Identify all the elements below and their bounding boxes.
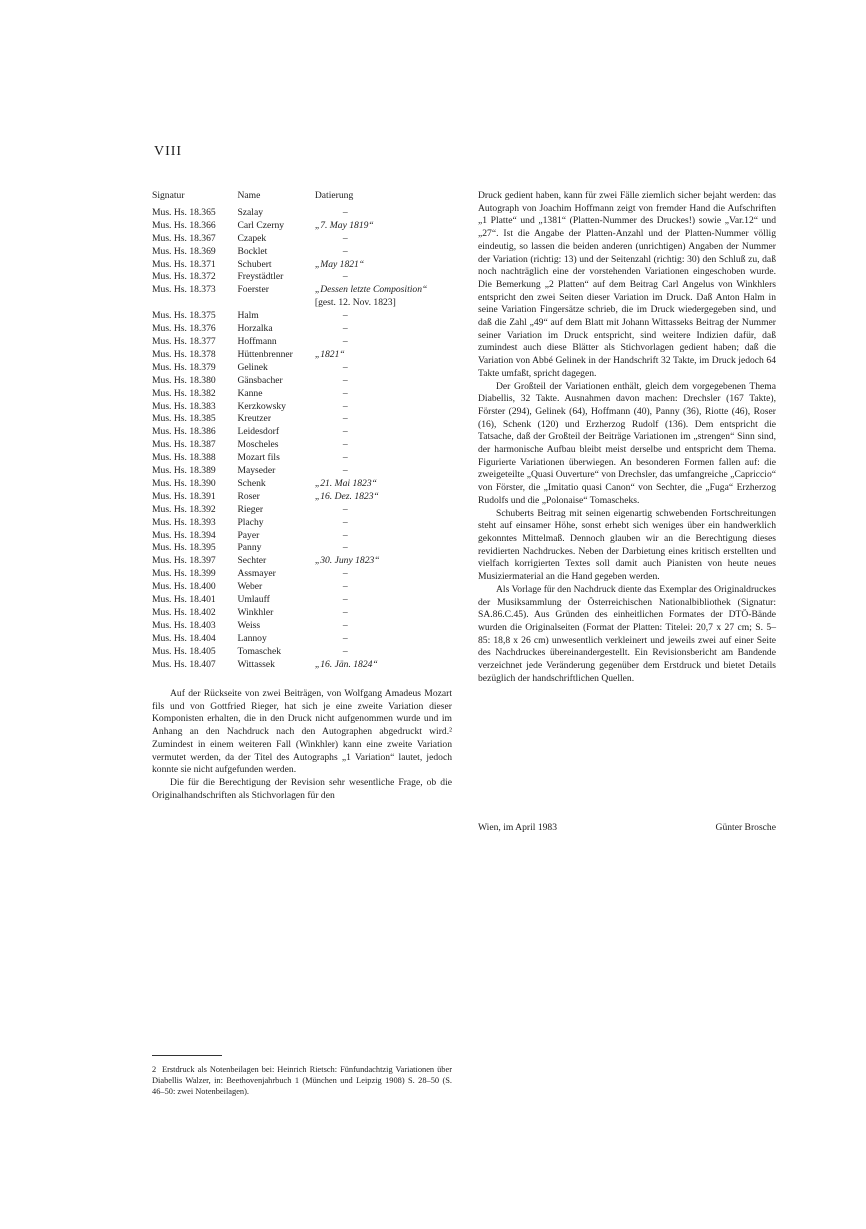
table-row [152, 542, 452, 555]
column-header-signatur: Signatur [152, 190, 185, 201]
table-row [152, 284, 452, 310]
table-row [152, 517, 452, 530]
cell-name: Gänsbacher [237, 374, 283, 386]
date-value: – [342, 529, 348, 541]
date-value: – [342, 374, 348, 386]
cell-datierung [315, 555, 452, 568]
date-value: – [342, 387, 348, 399]
table-row [152, 555, 452, 568]
cell-name: Plachy [237, 516, 264, 528]
cell-datierung [315, 220, 452, 233]
cell-datierung [315, 336, 452, 349]
cell-datierung [315, 517, 452, 530]
date-value: – [342, 271, 348, 283]
column-header-datierung: Datierung [314, 190, 354, 201]
date-value: – [342, 594, 348, 606]
date-value: – [342, 206, 348, 218]
date-value: – [342, 232, 348, 244]
cell-name: Horzalka [237, 323, 273, 335]
date-value: – [342, 426, 348, 438]
footnote-divider [152, 1055, 222, 1056]
paragraph: Druck gedient haben, kann für zwei Fälle ziemlich sicher bejaht werden: das Autograph von Joachim Hoffmann zeigt von fremder Hand die Aufschriften „1 Platte“ und „1381“ (Platten-Nummer des Druckes!) sowie „Var.12“ und „27“. Ist die Angabe der Platten-Anzahl und der Platten-Nummer völlig eindeutig, so lassen die beiden anderen (unrichtigen) Angaben der Nummer der Variation (richtig: 13) und der Seitenzahl (richtig: 30) den Schluß zu, daß noch nachträglich eine der vorstehenden Variationen eingeschoben wurde. Die Bemerkung „2 Platten“ auf dem Beitrag Carl Angelus von Winkhlers entspricht den zwei Seiten dieser Variation im Druck. Daß Anton Halm in seine Variation Fingersätze schrieb, die im Druck wiedergegeben sind, und daß die Zahl „49“ auf dem Blatt mit Johann Wittasseks Beitrag der Nummer seiner Variation im Druck entspricht, sind weitere Indizien dafür, daß zumindest auch diese Blätter als Stichvorlagen gedient haben; daß die Variation von Abbé Gelinek in der Handschrift 32 Takte, im Druck jedoch 64 Takte umfaßt, spricht dagegen. [478, 190, 776, 379]
cell-datierung [315, 310, 452, 323]
date-value: – [342, 503, 348, 515]
cell-name: Umlauff [237, 594, 270, 606]
cell-datierung [315, 646, 452, 659]
table-row [152, 620, 452, 633]
cell-name: Hoffmann [237, 335, 277, 347]
signature-line [478, 822, 776, 833]
table-row [152, 426, 452, 439]
table-row [152, 246, 452, 259]
footnote-number: 2 [152, 1065, 157, 1074]
table-row [152, 439, 452, 452]
date-value: „Dessen letzte Composition“ [314, 284, 428, 296]
cell-datierung [315, 207, 452, 220]
cell-signatur: Mus. Hs. 18.366 [152, 219, 216, 231]
date-value: – [342, 516, 348, 528]
table-row [152, 375, 452, 388]
table-row [152, 465, 452, 478]
signature-table-container [152, 190, 452, 672]
table-row [152, 594, 452, 607]
cell-datierung [315, 452, 452, 465]
cell-name: Moscheles [237, 439, 279, 451]
cell-name: Weber [237, 581, 263, 593]
cell-datierung [315, 465, 452, 478]
cell-datierung [315, 362, 452, 375]
cell-signatur: Mus. Hs. 18.369 [152, 245, 216, 257]
cell-name: Carl Czerny [237, 219, 285, 231]
cell-signatur: Mus. Hs. 18.393 [152, 516, 216, 528]
cell-datierung [315, 323, 452, 336]
cell-signatur: Mus. Hs. 18.386 [152, 426, 216, 438]
cell-name: Kreutzer [237, 413, 272, 425]
cell-name: Schubert [237, 258, 272, 270]
cell-signatur: Mus. Hs. 18.383 [152, 400, 216, 412]
footnote-text: Erstdruck als Notenbeilagen bei: Heinrich Rietsch: Fünfundachtzig Variationen über Diabellis Walzer, in: Beethovenjahrbuch 1 (München und Leipzig 1908) S. 28–50 (S. 46–50: zwei Notenbeilagen). [152, 1065, 452, 1097]
right-column-text [478, 190, 776, 685]
cell-datierung [315, 271, 452, 284]
cell-signatur: Mus. Hs. 18.392 [152, 503, 216, 515]
cell-signatur: Mus. Hs. 18.394 [152, 529, 216, 541]
date-value: „30. Juny 1823“ [314, 555, 380, 567]
cell-signatur: Mus. Hs. 18.377 [152, 335, 216, 347]
table-row [152, 362, 452, 375]
cell-datierung [315, 581, 452, 594]
cell-datierung [315, 491, 452, 504]
cell-name: Szalay [237, 206, 264, 218]
cell-signatur: Mus. Hs. 18.391 [152, 490, 216, 502]
cell-datierung [315, 568, 452, 581]
cell-signatur: Mus. Hs. 18.373 [152, 284, 216, 296]
paragraph: Als Vorlage für den Nachdruck diente das Exemplar des Originaldruckes der Musiksammlung der Österreichischen Nationalbibliothek (Signatur: SA.86.C.45). Aus Gründen des einheitlichen Formates der DTÖ-Bände wurden die Originalseiten (Format der Platten: Titelei: 20,7 x 27 cm; S. 5–85: 18,8 x 26 cm) unwesentlich verkleinert und jeweils zwei auf einer Seite des Nachdruckes übereinandergestellt. Ein Revisionsbericht am Bandende verzeichnet jede Veränderung gegenüber dem Erstdruck und bietet Details bezüglich der handschriftlichen Quellen. [478, 583, 776, 684]
date-value: – [342, 581, 348, 593]
table-row [152, 491, 452, 504]
cell-name: Weiss [237, 619, 261, 631]
table-row [152, 659, 452, 672]
table-row [152, 413, 452, 426]
place-date: Wien, im April 1983 [478, 822, 558, 833]
date-value: „May 1821“ [314, 258, 365, 270]
cell-datierung [315, 233, 452, 246]
date-value: – [342, 413, 348, 425]
table-row [152, 452, 452, 465]
date-value: – [342, 607, 348, 618]
date-value: – [342, 400, 348, 412]
table-body [152, 207, 452, 672]
cell-name: Kerzkowsky [237, 400, 286, 412]
table-row [152, 220, 452, 233]
cell-signatur: Mus. Hs. 18.379 [152, 361, 216, 373]
cell-signatur: Mus. Hs. 18.405 [152, 645, 216, 657]
cell-name: Roser [237, 490, 260, 502]
cell-name: Kanne [237, 387, 263, 399]
cell-name: Mayseder [237, 465, 276, 477]
table-row [152, 323, 452, 336]
date-value: – [342, 568, 348, 580]
cell-name: Mozart fils [237, 452, 280, 464]
table-row [152, 581, 452, 594]
cell-name: Sechter [237, 555, 267, 567]
cell-name: Czapek [237, 232, 267, 244]
date-value: – [342, 465, 348, 477]
cell-name: Payer [237, 529, 260, 541]
cell-datierung [315, 607, 452, 620]
table-row [152, 310, 452, 323]
date-value: – [342, 439, 348, 451]
cell-signatur: Mus. Hs. 18.376 [152, 323, 216, 335]
cell-signatur: Mus. Hs. 18.403 [152, 619, 216, 631]
cell-name: Leidesdorf [237, 426, 280, 438]
table-row [152, 207, 452, 220]
table-row [152, 349, 452, 362]
cell-name: Foerster [237, 284, 269, 296]
page-number: VIII [154, 144, 183, 159]
cell-signatur: Mus. Hs. 18.395 [152, 542, 216, 554]
cell-datierung [315, 259, 452, 272]
signature-table [152, 190, 452, 672]
cell-signatur: Mus. Hs. 18.371 [152, 258, 216, 270]
cell-datierung [315, 542, 452, 555]
table-row [152, 607, 452, 620]
cell-signatur: Mus. Hs. 18.389 [152, 465, 216, 477]
cell-signatur: Mus. Hs. 18.390 [152, 477, 216, 489]
cell-signatur: Mus. Hs. 18.365 [152, 206, 216, 218]
paragraph: Die für die Berechtigung der Revision sehr wesentliche Frage, ob die Originalhandschriften als Stichvorlagen für den [152, 776, 452, 801]
cell-signatur: Mus. Hs. 18.375 [152, 310, 216, 322]
cell-name: Panny [237, 542, 262, 554]
cell-signatur: Mus. Hs. 18.388 [152, 452, 216, 464]
table-row [152, 646, 452, 659]
cell-signatur: Mus. Hs. 18.372 [152, 271, 216, 283]
table-row [152, 388, 452, 401]
author-name: Günter Brosche [715, 822, 776, 833]
cell-datierung [315, 349, 452, 362]
cell-name: Bocklet [237, 245, 268, 257]
table-row [152, 504, 452, 517]
cell-datierung [315, 413, 452, 426]
cell-datierung [315, 633, 452, 646]
paragraph: Auf der Rückseite von zwei Beiträgen, von Wolfgang Amadeus Mozart fils und von Gottfried Rieger, hat sich je eine zweite Variation dieser Komponisten erhalten, die in den Druck nicht aufgenommen wurde und im Anhang an den Nachdruck nach den Autographen abgedruckt wird.² Zumindest in einem weiteren Fall (Winkhler) kann eine zweite Variation vermutet werden, da der Titel des Autographs „1 Variation“ lautet, jedoch konnte sie nicht aufgefunden werden. [152, 688, 452, 776]
cell-datierung [315, 594, 452, 607]
cell-datierung [315, 530, 452, 543]
cell-signatur: Mus. Hs. 18.380 [152, 374, 216, 386]
cell-datierung [315, 375, 452, 388]
cell-datierung [315, 504, 452, 517]
table-row [152, 401, 452, 414]
cell-datierung [315, 659, 452, 672]
table-header-row [152, 190, 452, 207]
cell-name: Rieger [237, 503, 264, 515]
cell-name: Halm [237, 310, 259, 322]
cell-name: Assmayer [237, 568, 276, 580]
date-value: – [342, 645, 348, 657]
cell-datierung [315, 388, 452, 401]
cell-name: Freystädtler [237, 271, 284, 283]
table-row [152, 271, 452, 284]
cell-datierung [315, 620, 452, 633]
cell-datierung [315, 478, 452, 491]
cell-signatur: Mus. Hs. 18.407 [152, 658, 216, 670]
date-value: – [342, 323, 348, 335]
date-value: – [342, 361, 348, 373]
date-value: „21. Mai 1823“ [314, 477, 377, 489]
cell-signatur: Mus. Hs. 18.401 [152, 594, 216, 606]
cell-name: Tomaschek [237, 645, 282, 657]
date-value: – [342, 452, 348, 464]
paragraph: Schuberts Beitrag mit seinen eigenartig schwebenden Fortschreitungen steht auf einsamer Höhe, sonst erhebt sich weniges über ein handwerklich gekonntes Mittelmaß. Dennoch glauben wir an die Berechtigung dieses revidierten Nachdruckes. Neben der Darbietung eines kritisch erstellten und vielfach korrigierten Textes soll damit auch Pianisten von heute neues Musiziermaterial an die Hand gegeben werden. [478, 507, 776, 583]
table-row [152, 633, 452, 646]
cell-name: Lannoy [237, 632, 267, 644]
date-value: – [342, 335, 348, 347]
cell-signatur: Mus. Hs. 18.397 [152, 555, 216, 567]
date-value: – [342, 310, 348, 322]
cell-signatur: Mus. Hs. 18.382 [152, 387, 216, 399]
column-header-name: Name [237, 190, 261, 201]
cell-datierung [315, 246, 452, 259]
cell-datierung [315, 401, 452, 414]
date-value: – [342, 619, 348, 631]
table-row [152, 530, 452, 543]
cell-datierung [315, 439, 452, 452]
paragraph: Der Großteil der Variationen enthält, gleich dem vorgegebenen Thema Diabellis, 32 Takte. Ausnahmen davon machen: Drechsler (167 Takte), Förster (294), Gelinek (64), Hoffmann (40), Panny (36), Riotte (46), Roser (16), Schenk (120) und Erzherzog Rudolf (136). Dem entspricht die Tatsache, daß der Großteil der Beiträge Variationen im „strengen“ Sinn sind, der harmonische Aufbau bleibt meist derselbe und entspricht dem Thema. Figurierte Variationen überwiegen. An besonderen Formen fallen auf: die zweigeteilte „Quasi Ouverture“ von Drechsler, das umfangreiche „Capriccio“ von Förster, die „Imitatio quasi Canon“ von Sechter, die „Fuga“ Erzherzog Rudolfs und die „Polonaise“ Tomascheks. [478, 380, 776, 506]
date-value: – [342, 632, 348, 644]
table-row [152, 336, 452, 349]
cell-datierung [315, 426, 452, 439]
cell-name: Schenk [237, 477, 266, 489]
cell-signatur: Mus. Hs. 18.385 [152, 413, 216, 425]
left-column-text [152, 688, 452, 802]
footnote [152, 1064, 452, 1098]
cell-signatur: Mus. Hs. 18.378 [152, 348, 216, 360]
date-value: „7. May 1819“ [314, 219, 374, 231]
cell-datierung [315, 284, 452, 310]
cell-signatur: Mus. Hs. 18.387 [152, 439, 216, 451]
date-value: – [342, 245, 348, 257]
date-value: – [342, 542, 348, 554]
date-value: „16. Jän. 1824“ [314, 658, 378, 670]
date-value: „16. Dez. 1823“ [314, 490, 379, 502]
cell-name: Winkhler [237, 607, 274, 618]
cell-signatur: Mus. Hs. 18.404 [152, 632, 216, 644]
cell-signatur: Mus. Hs. 18.367 [152, 232, 216, 244]
cell-signatur: Mus. Hs. 18.399 [152, 568, 216, 580]
cell-name: Wittassek [237, 658, 275, 670]
cell-signatur: Mus. Hs. 18.400 [152, 581, 216, 593]
cell-signatur: Mus. Hs. 18.402 [152, 607, 216, 618]
table-row [152, 233, 452, 246]
date-note: [gest. 12. Nov. 1823] [314, 297, 396, 309]
table-row [152, 259, 452, 272]
cell-name: Gelinek [237, 361, 268, 373]
date-value: „1821“ [314, 348, 345, 360]
cell-name: Hüttenbrenner [237, 348, 293, 360]
table-row [152, 478, 452, 491]
table-row [152, 568, 452, 581]
